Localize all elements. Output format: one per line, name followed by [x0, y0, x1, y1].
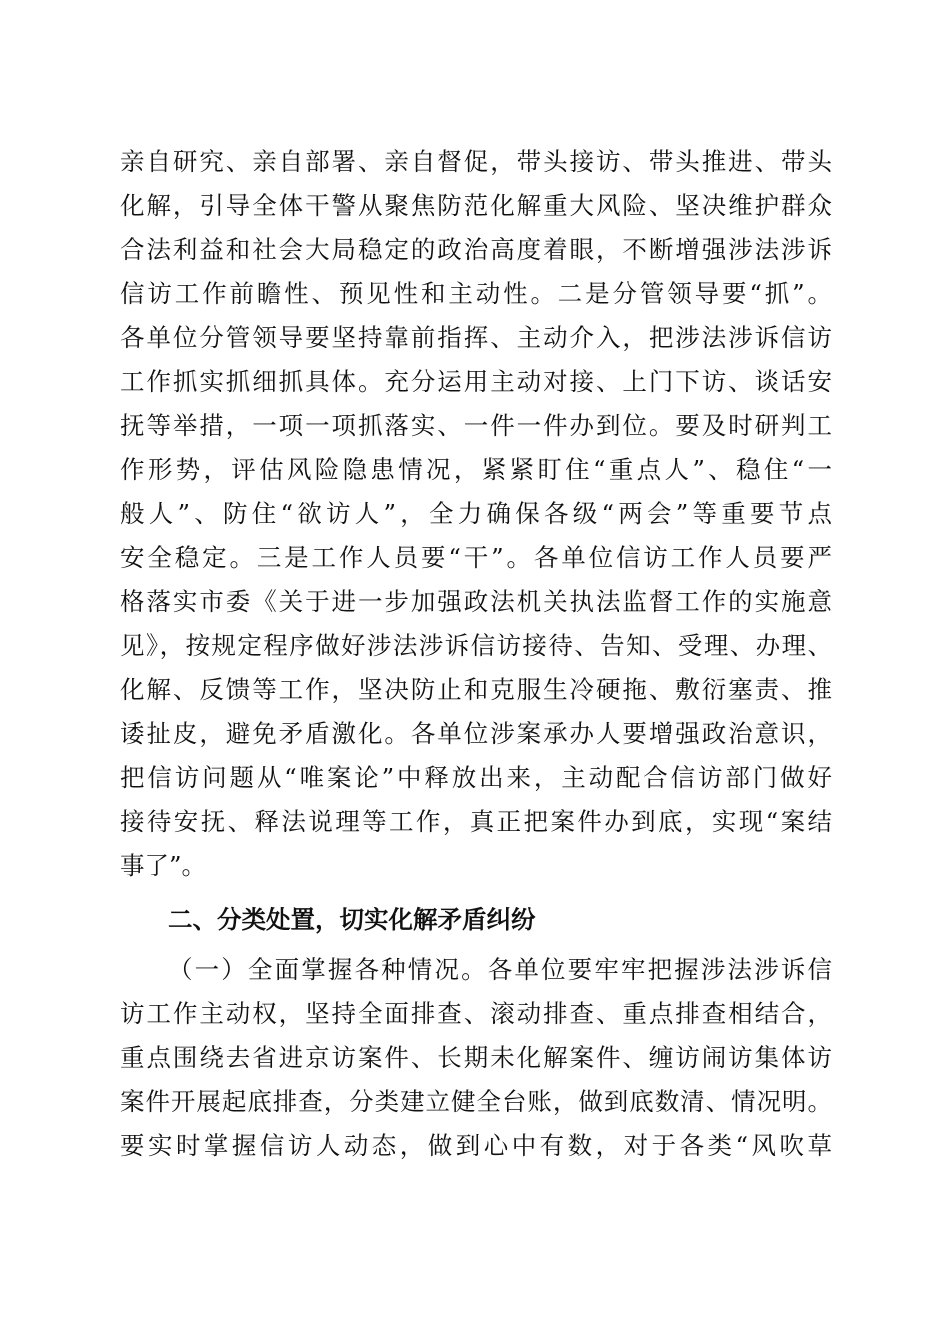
- paragraph-2-line-5: 要实时掌握信访人动态，做到心中有数，对于各类“风吹草: [120, 1131, 832, 1160]
- paragraph-2-line-4: 案件开展起底排查，分类建立健全台账，做到底数清、情况明。: [120, 1087, 832, 1116]
- paragraph-1-line-12: 见》，按规定程序做好涉法涉诉信访接待、告知、受理、办理、: [120, 631, 832, 660]
- paragraph-1-line-14: 诿扯皮，避免矛盾激化。各单位涉案承办人要增强政治意识，: [120, 719, 832, 748]
- paragraph-1-line-1: 亲自研究、亲自部署、亲自督促，带头接访、带头推进、带头: [120, 147, 832, 176]
- paragraph-1-line-11: 格落实市委《关于进一步加强政法机关执法监督工作的实施意: [120, 587, 832, 616]
- paragraph-2-line-3: 重点围绕去省进京访案件、长期未化解案件、缠访闹访集体访: [120, 1043, 832, 1072]
- paragraph-2-line-2: 访工作主动权，坚持全面排查、滚动排查、重点排查相结合，: [120, 999, 832, 1028]
- paragraph-1-line-4: 信访工作前瞻性、预见性和主动性。二是分管领导要“抓”。: [120, 279, 832, 308]
- section-heading: 二、分类处置，切实化解矛盾纠纷: [168, 905, 536, 934]
- paragraph-1-line-17: 事了”。: [120, 851, 207, 880]
- paragraph-1-line-15: 把信访问题从“唯案论”中释放出来，主动配合信访部门做好: [120, 763, 832, 792]
- paragraph-1-line-8: 作形势，评估风险隐患情况，紧紧盯住“重点人”、稳住“一: [120, 455, 832, 484]
- paragraph-1-line-16: 接待安抚、释法说理等工作，真正把案件办到底，实现“案结: [120, 807, 832, 836]
- paragraph-1-line-13: 化解、反馈等工作，坚决防止和克服生冷硬拖、敷衍塞责、推: [120, 675, 832, 704]
- paragraph-1-line-5: 各单位分管领导要坚持靠前指挥、主动介入，把涉法涉诉信访: [120, 323, 832, 352]
- paragraph-1-line-7: 抚等举措，一项一项抓落实、一件一件办到位。要及时研判工: [120, 411, 832, 440]
- paragraph-1-line-9: 般人”、防住“欲访人”，全力确保各级“两会”等重要节点: [120, 499, 832, 528]
- paragraph-1-line-6: 工作抓实抓细抓具体。充分运用主动对接、上门下访、谈话安: [120, 367, 832, 396]
- paragraph-1-line-3: 合法利益和社会大局稳定的政治高度着眼，不断增强涉法涉诉: [120, 235, 832, 264]
- paragraph-1-line-2: 化解，引导全体干警从聚焦防范化解重大风险、坚决维护群众: [120, 191, 832, 220]
- paragraph-1-line-10: 安全稳定。三是工作人员要“干”。各单位信访工作人员要严: [120, 543, 832, 572]
- paragraph-2-line-1: （一）全面掌握各种情况。各单位要牢牢把握涉法涉诉信: [168, 955, 832, 984]
